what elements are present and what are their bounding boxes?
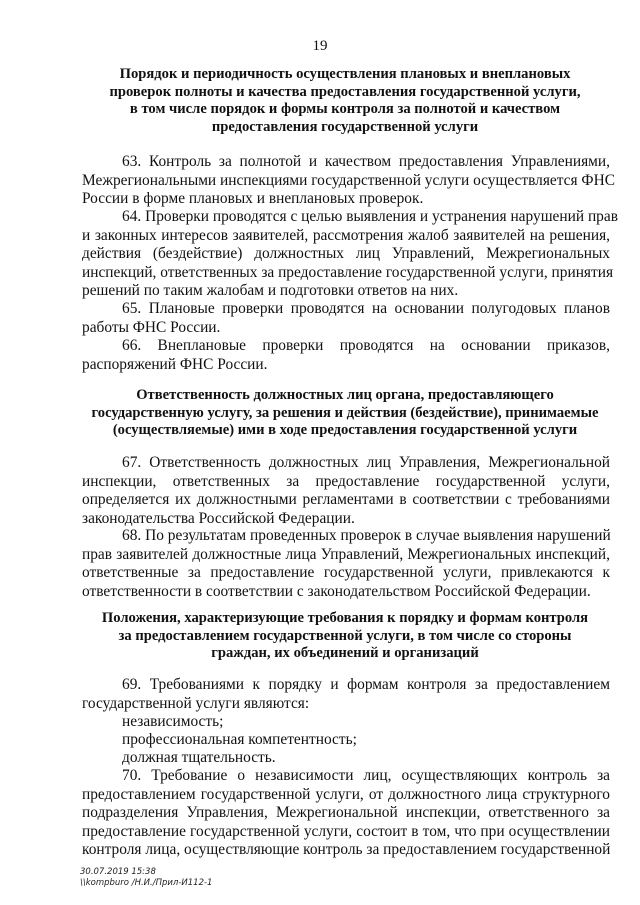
text-line: 66. Внеплановые проверки проводятся на основании приказов, [122,337,610,354]
section-heading [80,66,610,136]
text-line: контроля лица, осуществляющие контроль за предоставлением государственной [82,841,611,858]
text-line: 69. Требованиями к порядку и формам контроля за предоставлением [122,676,610,693]
paragraph-64 [82,208,618,301]
text-line: 65. Плановые проверки проводятся на основании полугодовых планов [122,300,610,317]
text-line: 64. Проверки проводятся с целью выявления и устранения нарушений прав [122,208,618,225]
text-line: законодательства Российской Федерации. [82,509,355,527]
heading-line: предоставления государственной услуги [211,118,479,135]
text-line: распоряжений ФНС России. [82,355,268,373]
list-item-independence [82,713,610,732]
text-line: работы ФНС России. [82,318,221,336]
section-heading [80,610,610,663]
heading-line: в том числе порядок и формы контроля за полнотой и качеством [129,101,561,118]
paragraph-70 [82,767,610,860]
text-line: определяется их должностными регламентами в соответствии с требованиями [82,491,610,508]
text-line: предоставление государственной услуги, состоит в том, что при осуществлении [82,822,610,840]
heading-line: граждан, их объединений и организаций [211,645,479,662]
heading-line: (осуществляемые) ими в ходе предоставления государственной услуги [112,422,578,439]
paragraph-69 [82,676,610,713]
heading-line: государственную услугу, за решения и действия (бездействие), принимаемые [91,404,599,421]
text-line: должная тщательность. [122,749,276,766]
paragraph-67 [82,454,610,528]
text-line: 68. По результатам проведенных проверок в случае выявления нарушений [122,527,611,544]
footer-date: 30.07.2019 15:38 [80,867,156,877]
paragraph-66 [82,337,610,374]
text-line: подразделения Управления, Межрегиональной инспекции, ответственного за [82,804,610,821]
text-line: и законных интересов заявителей, рассмотрения жалоб заявителей на решения, [82,226,610,244]
text-line: инспекций, ответственных за предоставление государственной услуги, принятия [82,263,614,281]
heading-line: Порядок и периодичность осуществления плановых и внеплановых [119,66,571,82]
text-line: предоставлением государственной услуги, от должностного лица структурного [82,785,610,803]
page-number: 19 [312,38,328,54]
heading-line: за предоставлением государственной услуги, в том числе со стороны [118,627,572,644]
paragraph-65 [82,300,610,337]
text-line: действия (бездействие) должностных лиц Управлений, Межрегиональных [82,245,610,262]
list-item-diligence [82,749,610,768]
text-line: прав заявителей должностные лица Управлений, Межрегиональных инспекций, [82,545,610,563]
text-line: инспекции, ответственных за предоставление государственной услуги, [82,472,610,490]
text-line: профессиональная компетентность; [122,731,357,748]
text-line: независимость; [122,713,224,730]
text-line: государственной услуги являются: [82,694,310,712]
text-line: 70. Требование о независимости лиц, осуществляющих контроль за [122,767,610,784]
footer-file-path: \\kompburo /Н.И./Прил-И112-1 [80,878,213,888]
text-line: 67. Ответственность должностных лиц Управления, Межрегиональной [122,454,610,471]
text-line: решений по таким жалобам и подготовки ответов на них. [82,282,459,299]
paragraph-63 [82,153,615,209]
text-line: ответственные за предоставление государственной услуги, привлекаются к [82,564,610,581]
text-line: Межрегиональными инспекциями государственной услуги осуществляется ФНС [82,171,615,189]
heading-line: Ответственность должностных лиц органа, предоставляющего [136,387,554,403]
section-heading [80,387,610,440]
text-line: России в форме плановых и внеплановых проверок. [82,190,424,207]
paragraph-68 [82,527,610,601]
text-line: ответственности в соответствии с законодательством Российской Федерации. [82,582,591,600]
file-stamp [80,867,212,889]
list-item-competence [82,731,610,750]
heading-line: Положения, характеризующие требования к порядку и формам контроля [101,610,589,626]
heading-line: проверок полноты и качества предоставления государственной услуги, [109,83,581,100]
text-line: 63. Контроль за полнотой и качеством предоставления Управлениями, [122,153,610,170]
